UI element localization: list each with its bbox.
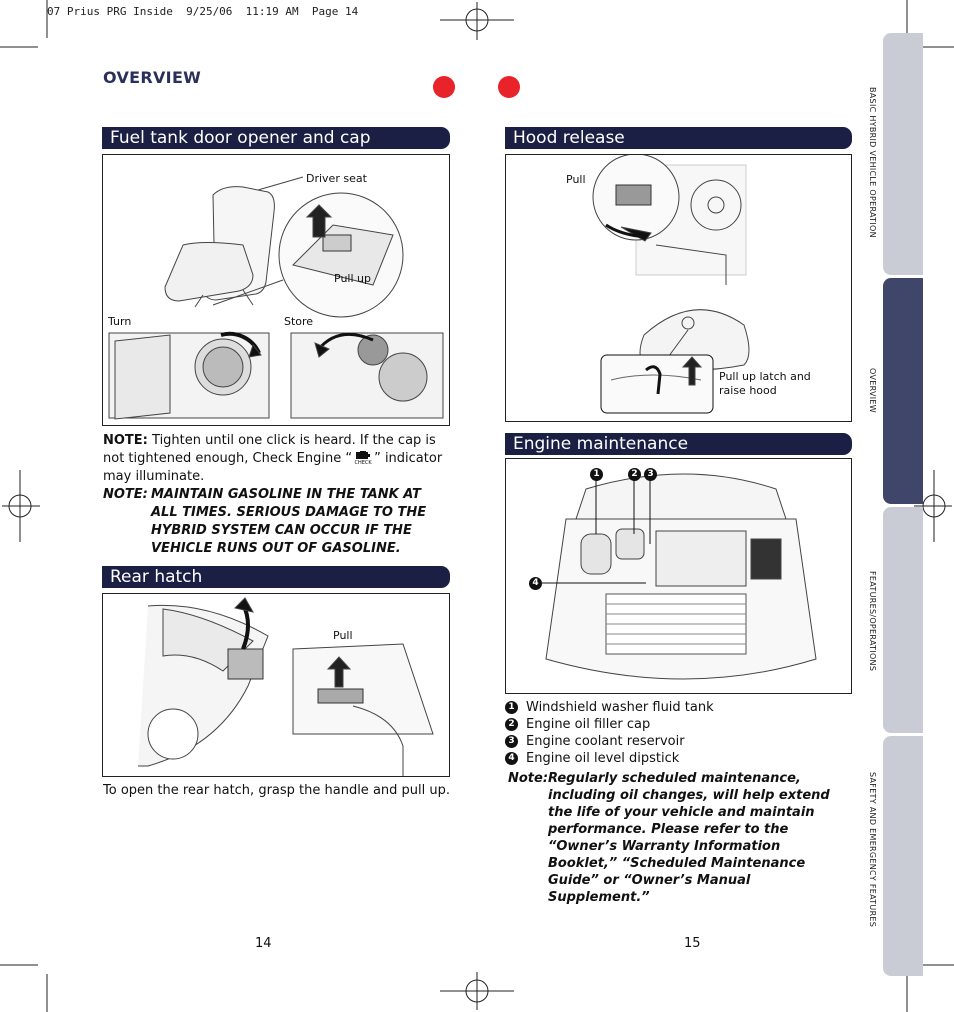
engine-legend (505, 699, 852, 767)
page-number-right: 15 (684, 936, 701, 951)
hatch-illustration-frame (102, 593, 450, 777)
engine-section-title: Engine maintenance (505, 433, 852, 455)
callout-2: 2 (628, 468, 641, 481)
page-title: OVERVIEW (103, 68, 202, 87)
legend-text: Windshield washer fluid tank (526, 700, 714, 715)
hood-illustration-frame (505, 154, 852, 422)
legend-text: Engine oil level dipstick (526, 751, 680, 766)
legend-num: 3 (505, 735, 518, 748)
fuel-section-title: Fuel tank door opener and cap (102, 127, 450, 149)
hatch-pull-label: Pull (333, 629, 353, 642)
hood-pull-label: Pull (566, 173, 586, 186)
fuel-note (103, 432, 449, 486)
fuel-illustration-frame (102, 154, 450, 426)
fuel-note-text-2: ” indicator may illuminate. (103, 451, 443, 484)
side-tab-label: BASIC HYBRID VEHICLE OPERATION (868, 87, 877, 238)
check-icon-text: CHECK (354, 460, 372, 466)
engine-note (508, 770, 852, 906)
side-tab-features[interactable] (868, 507, 923, 733)
legend-text: Engine oil filler cap (526, 717, 651, 732)
registration-dot-right (498, 76, 520, 98)
legend-num: 2 (505, 718, 518, 731)
fuel-note2-label: NOTE: (103, 487, 148, 502)
legend-item (505, 733, 852, 750)
hatch-section-title: Rear hatch (102, 566, 450, 588)
fuel-note-2 (103, 486, 449, 558)
driver-seat-label: Driver seat (306, 172, 367, 185)
engine-note-label: Note: (508, 771, 549, 786)
side-tab-label: FEATURES/OPERATIONS (868, 571, 877, 672)
side-tab-overview[interactable] (868, 278, 923, 504)
fuel-note-text-1: Tighten until one click is heard. If the cap is not tightened enough, Check Engine “ (103, 433, 436, 466)
hood-latch-label: Pull up latch and raise hood (719, 370, 811, 397)
legend-item (505, 716, 852, 733)
legend-item (505, 699, 852, 716)
print-header: 07 Prius PRG Inside 9/25/06 11:19 AM Page 14 (47, 5, 359, 18)
engine-note-text: Regularly scheduled maintenance, including oil changes, will help extend the life of your vehicle and maintain performance. Please refer to the “Owner’s Warranty Information Booklet,” “Scheduled Maintenance Guide” or “Owner’s Manual Supplement.” (548, 771, 830, 905)
turn-label: Turn (108, 315, 132, 328)
fuel-illustration (103, 155, 449, 425)
legend-item (505, 750, 852, 767)
side-tab-label: OVERVIEW (868, 368, 877, 414)
legend-num: 4 (505, 752, 518, 765)
hatch-caption: To open the rear hatch, grasp the handle and pull up. (103, 783, 451, 798)
callout-1: 1 (590, 468, 603, 481)
legend-text: Engine coolant reservoir (526, 734, 685, 749)
engine-illustration (506, 459, 851, 693)
callout-3: 3 (644, 468, 657, 481)
engine-illustration-frame (505, 458, 852, 694)
callout-4: 4 (529, 577, 542, 590)
side-tab-label: SAFETY AND EMERGENCY FEATURES (868, 772, 877, 928)
side-tab-safety[interactable] (868, 736, 923, 976)
side-tab-basic-operation[interactable] (868, 33, 923, 275)
fuel-note2-text: MAINTAIN GASOLINE IN THE TANK AT ALL TIMES. SERIOUS DAMAGE TO THE HYBRID SYSTEM CAN OCCUR IF THE VEHICLE RUNS OUT OF GASOLINE. (151, 487, 427, 556)
hood-section-title: Hood release (505, 127, 852, 149)
check-engine-icon (352, 450, 374, 467)
fuel-note-label: NOTE: (103, 433, 148, 448)
pull-up-label: Pull up (334, 272, 371, 285)
store-label: Store (284, 315, 314, 328)
hatch-illustration (103, 594, 449, 776)
registration-dot-left (433, 76, 455, 98)
page-number-left: 14 (255, 936, 272, 951)
legend-num: 1 (505, 701, 518, 714)
